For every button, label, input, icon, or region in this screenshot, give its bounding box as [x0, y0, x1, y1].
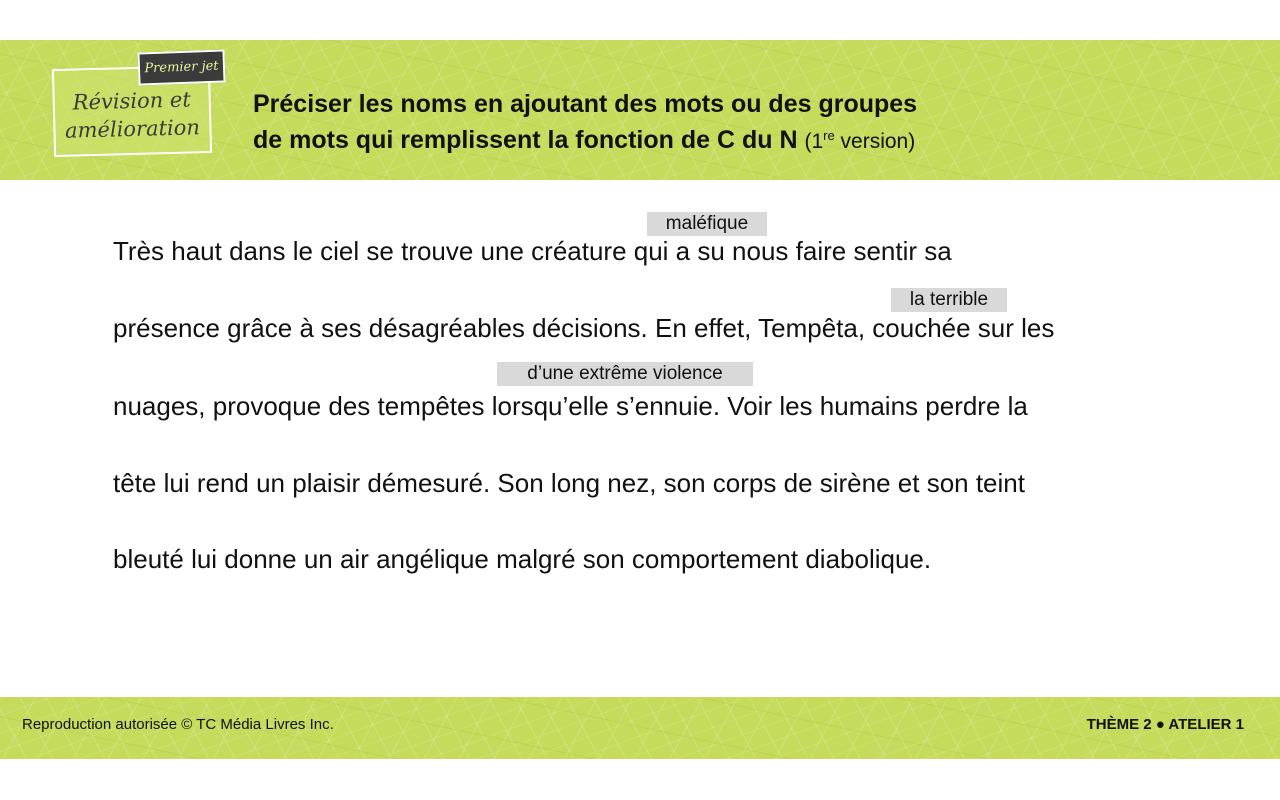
annotation-la-terrible: la terrible — [891, 288, 1007, 312]
title-line-1: Préciser les noms en ajoutant des mots ou des groupes — [253, 90, 918, 118]
text-line-5: bleuté lui donne un air angélique malgré son comportement diabolique. — [113, 544, 932, 574]
badge-tag: Premier jet — [137, 49, 225, 85]
annotation-malefique: maléfique — [647, 212, 767, 236]
title-version — [804, 130, 915, 153]
title-version-sup: re — [823, 128, 835, 143]
copyright-notice: Reproduction autorisée © TC Média Livres Inc. — [22, 716, 334, 733]
text-line-3: nuages, provoque des tempêtes lorsqu’elle s’ennuie. Voir les humains perdre la — [113, 391, 1028, 421]
text-line-2: présence grâce à ses désagréables décisions. En effet, Tempêta, couchée sur les — [113, 313, 1055, 343]
text-line-1: Très haut dans le ciel se trouve une créature qui a su nous faire sentir sa — [113, 236, 952, 266]
page-title — [253, 86, 1153, 160]
theme-label: THÈME 2 ● ATELIER 1 — [1086, 716, 1244, 733]
badge-label: Révision et amélioration — [64, 87, 201, 143]
title-version-open: (1 — [804, 130, 824, 153]
title-line-2 — [253, 122, 1153, 160]
title-line-2-text: de mots qui remplissent la fonction de C du N — [253, 126, 798, 154]
annotation-extreme-violence: d’une extrême violence — [497, 362, 753, 386]
text-line-4: tête lui rend un plaisir démesuré. Son long nez, son corps de sirène et son teint — [113, 468, 1025, 498]
title-version-close: version) — [834, 130, 916, 153]
